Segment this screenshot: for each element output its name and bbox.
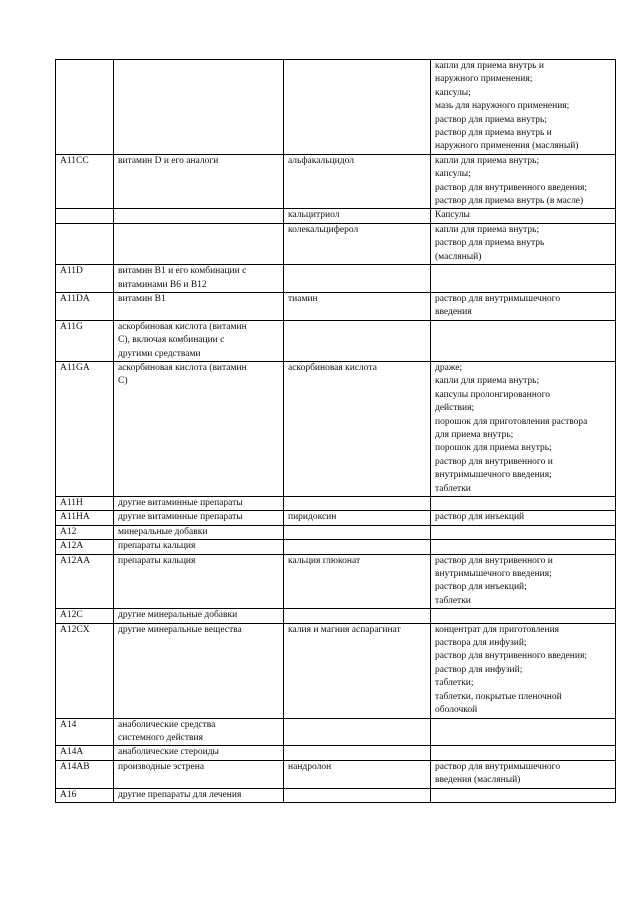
- drug-name-cell: [284, 497, 431, 511]
- dosage-forms-text: раствор для внутривенного введения;: [435, 651, 587, 662]
- dosage-forms-cell: [431, 609, 616, 623]
- atc-code-cell: [56, 788, 114, 802]
- atc-code-text: A16: [60, 789, 77, 800]
- atc-code-cell: [56, 154, 114, 209]
- drug-name-cell: [284, 292, 431, 320]
- dosage-forms-cell: [431, 154, 616, 209]
- atc-code-cell: [56, 320, 114, 361]
- dosage-forms-text: раствор для внутривенного введения;: [435, 182, 587, 193]
- anatomical-group-text: другие минеральные вещества: [118, 624, 242, 635]
- table-row: [56, 554, 616, 609]
- drug-name-text: альфакальцидол: [288, 155, 354, 166]
- dosage-forms-cell: [431, 760, 616, 788]
- drug-name-cell: [284, 361, 431, 496]
- dosage-forms-text: раствор для инфузий;: [435, 664, 523, 675]
- anatomical-group-text: системного действия: [118, 732, 203, 743]
- table-row: [56, 718, 616, 746]
- atc-code-cell: [56, 60, 114, 155]
- table-row: [56, 497, 616, 511]
- drug-name-text: пиридоксин: [288, 512, 337, 523]
- dosage-forms-text: раствор для приема внутрь и: [435, 128, 552, 139]
- dosage-forms-cell: [431, 540, 616, 554]
- table-row: [56, 623, 616, 718]
- table-row: [56, 760, 616, 788]
- atc-code-cell: [56, 209, 114, 223]
- dosage-forms-text: порошок для приема внутрь;: [435, 443, 552, 454]
- dosage-forms-cell: [431, 209, 616, 223]
- anatomical-group-text: аскорбиновая кислота (витамин: [118, 321, 247, 332]
- table-row: [56, 746, 616, 760]
- dosage-forms-text: раствора для инфузий;: [435, 638, 527, 649]
- atc-code-text: A12: [60, 526, 77, 537]
- anatomical-group-text: витамин D и его аналоги: [118, 155, 219, 166]
- anatomical-group-cell: [114, 361, 284, 496]
- dosage-forms-text: раствор для приема внутрь: [435, 238, 545, 249]
- atc-code-cell: [56, 361, 114, 496]
- dosage-forms-text: раствор для инъекций;: [435, 582, 527, 593]
- drug-name-cell: [284, 760, 431, 788]
- anatomical-group-text: аскорбиновая кислота (витамин: [118, 362, 247, 373]
- dosage-forms-text: драже;: [435, 362, 463, 373]
- table-row: [56, 788, 616, 802]
- dosage-forms-text: раствор для внутривенного и: [435, 555, 553, 566]
- dosage-forms-cell: [431, 265, 616, 293]
- anatomical-group-cell: [114, 511, 284, 525]
- dosage-forms-text: внутримышечного введения;: [435, 569, 552, 580]
- anatomical-group-text: С): [118, 376, 128, 387]
- drug-name-cell: [284, 511, 431, 525]
- atc-code-cell: [56, 292, 114, 320]
- dosage-forms-cell: [431, 525, 616, 539]
- atc-code-text: A11H: [60, 498, 83, 508]
- dosage-forms-text: капсулы;: [435, 169, 471, 180]
- dosage-forms-text: Капсулы: [435, 210, 470, 221]
- dosage-forms-text: капсулы пролонгированного: [435, 389, 550, 400]
- dosage-forms-cell: [431, 746, 616, 760]
- anatomical-group-text: другие витаминные препараты: [118, 512, 243, 523]
- drug-name-cell: [284, 788, 431, 802]
- atc-code-cell: [56, 718, 114, 746]
- dosage-forms-text: порошок для приготовления раствора: [435, 416, 588, 427]
- atc-code-text: A12A: [60, 541, 84, 552]
- dosage-forms-text: внутримышечного введения;: [435, 470, 552, 481]
- dosage-forms-text: концентрат для приготовления: [435, 624, 560, 635]
- drug-name-cell: [284, 265, 431, 293]
- anatomical-group-cell: [114, 265, 284, 293]
- dosage-forms-text: капли для приема внутрь;: [435, 376, 540, 387]
- anatomical-group-text: витамин B1 и его комбинации с: [118, 266, 247, 277]
- anatomical-group-text: производные эстрена: [118, 761, 205, 772]
- anatomical-group-cell: [114, 554, 284, 609]
- dosage-forms-cell: [431, 788, 616, 802]
- atc-code-text: A14A: [60, 747, 84, 758]
- dosage-forms-cell: [431, 718, 616, 746]
- dosage-forms-cell: [431, 361, 616, 496]
- anatomical-group-cell: [114, 292, 284, 320]
- drug-name-cell: [284, 60, 431, 155]
- atc-code-text: A11D: [60, 266, 83, 277]
- anatomical-group-cell: [114, 60, 284, 155]
- anatomical-group-text: витамин B1: [118, 293, 166, 304]
- dosage-forms-cell: [431, 554, 616, 609]
- dosage-forms-text: капли для приема внутрь;: [435, 224, 540, 235]
- anatomical-group-text: другие препараты для лечения: [118, 789, 242, 800]
- table-row: [56, 511, 616, 525]
- dosage-forms-text: капли для приема внутрь и: [435, 61, 544, 71]
- anatomical-group-cell: [114, 320, 284, 361]
- atc-code-cell: [56, 623, 114, 718]
- table-row: [56, 209, 616, 223]
- drug-name-text: аскорбиновая кислота: [288, 362, 377, 373]
- atc-code-text: A11G: [60, 321, 83, 332]
- atc-code-cell: [56, 609, 114, 623]
- atc-code-cell: [56, 511, 114, 525]
- table-row: [56, 223, 616, 264]
- drug-name-cell: [284, 154, 431, 209]
- anatomical-group-text: другие витаминные препараты: [118, 498, 243, 508]
- dosage-forms-text: капли для приема внутрь;: [435, 155, 540, 166]
- table-row: [56, 361, 616, 496]
- drug-name-cell: [284, 320, 431, 361]
- atc-code-text: A11DA: [60, 293, 90, 304]
- atc-code-text: A12AA: [60, 555, 91, 566]
- dosage-forms-text: таблетки: [435, 595, 471, 606]
- drug-name-cell: [284, 609, 431, 623]
- dosage-forms-text: таблетки, покрытые пленочной: [435, 691, 562, 702]
- drug-name-cell: [284, 223, 431, 264]
- anatomical-group-cell: [114, 154, 284, 209]
- dosage-forms-cell: [431, 60, 616, 155]
- anatomical-group-cell: [114, 746, 284, 760]
- drug-name-text: нандролон: [288, 761, 332, 772]
- anatomical-group-text: препараты кальция: [118, 541, 196, 552]
- atc-code-cell: [56, 525, 114, 539]
- drug-name-text: колекальциферол: [288, 224, 359, 235]
- drug-name-cell: [284, 525, 431, 539]
- table-row: [56, 320, 616, 361]
- atc-code-text: A14AB: [60, 761, 90, 772]
- atc-code-text: A11HA: [60, 512, 90, 523]
- drug-name-cell: [284, 540, 431, 554]
- anatomical-group-text: витаминами B6 и B12: [118, 279, 207, 290]
- anatomical-group-text: минеральные добавки: [118, 526, 208, 537]
- anatomical-group-text: С), включая комбинации с: [118, 335, 225, 346]
- atc-code-cell: [56, 497, 114, 511]
- drug-name-text: калия и магния аспарагинат: [288, 624, 401, 635]
- dosage-forms-text: раствор для внутримышечного: [435, 761, 561, 772]
- anatomical-group-text: другими средствами: [118, 348, 201, 359]
- table-row: [56, 525, 616, 539]
- dosage-forms-text: наружного применения (масляный): [435, 141, 579, 152]
- dosage-forms-text: раствор для приема внутрь;: [435, 114, 547, 125]
- dosage-forms-text: раствор для инъекций: [435, 512, 525, 523]
- anatomical-group-cell: [114, 623, 284, 718]
- anatomical-group-cell: [114, 718, 284, 746]
- anatomical-group-cell: [114, 209, 284, 223]
- atc-code-cell: [56, 554, 114, 609]
- drug-table: [55, 59, 616, 803]
- atc-code-text: A11CC: [60, 155, 89, 166]
- dosage-forms-cell: [431, 623, 616, 718]
- dosage-forms-text: введения: [435, 307, 472, 318]
- anatomical-group-text: другие минеральные добавки: [118, 610, 238, 621]
- table-row: [56, 60, 616, 155]
- dosage-forms-text: для приема внутрь;: [435, 429, 514, 440]
- dosage-forms-cell: [431, 320, 616, 361]
- table-row: [56, 609, 616, 623]
- anatomical-group-text: препараты кальция: [118, 555, 196, 566]
- table-row: [56, 154, 616, 209]
- atc-code-text: A12C: [60, 610, 83, 621]
- dosage-forms-text: таблетки;: [435, 678, 474, 689]
- anatomical-group-text: анаболические стероиды: [118, 747, 219, 758]
- atc-code-text: A12CX: [60, 624, 90, 635]
- table-row: [56, 265, 616, 293]
- drug-name-cell: [284, 718, 431, 746]
- dosage-forms-text: капсулы;: [435, 87, 471, 98]
- atc-code-cell: [56, 265, 114, 293]
- table-row: [56, 540, 616, 554]
- dosage-forms-text: раствор для приема внутрь (в масле): [435, 196, 584, 207]
- drug-name-cell: [284, 623, 431, 718]
- dosage-forms-text: оболочкой: [435, 705, 478, 716]
- dosage-forms-text: действия;: [435, 403, 475, 414]
- table-body: [56, 60, 616, 803]
- anatomical-group-cell: [114, 540, 284, 554]
- dosage-forms-cell: [431, 511, 616, 525]
- dosage-forms-text: таблетки: [435, 483, 471, 494]
- anatomical-group-cell: [114, 760, 284, 788]
- dosage-forms-text: введения (масляный): [435, 775, 521, 786]
- dosage-forms-text: раствор для внутривенного и: [435, 456, 553, 467]
- drug-name-cell: [284, 746, 431, 760]
- drug-name-text: тиамин: [288, 293, 318, 304]
- dosage-forms-text: наружного применения;: [435, 74, 533, 85]
- atc-code-cell: [56, 223, 114, 264]
- dosage-forms-cell: [431, 497, 616, 511]
- anatomical-group-text: анаболические средства: [118, 719, 216, 730]
- anatomical-group-cell: [114, 609, 284, 623]
- anatomical-group-cell: [114, 223, 284, 264]
- drug-name-text: кальцитриол: [288, 210, 340, 221]
- atc-code-text: A14: [60, 719, 77, 730]
- drug-name-cell: [284, 554, 431, 609]
- dosage-forms-text: раствор для внутримышечного: [435, 293, 561, 304]
- anatomical-group-cell: [114, 788, 284, 802]
- table-row: [56, 292, 616, 320]
- dosage-forms-text: (масляный): [435, 251, 482, 262]
- dosage-forms-cell: [431, 223, 616, 264]
- atc-code-cell: [56, 540, 114, 554]
- dosage-forms-text: мазь для наружного применения;: [435, 101, 570, 112]
- atc-code-text: A11GA: [60, 362, 90, 373]
- drug-name-cell: [284, 209, 431, 223]
- atc-code-cell: [56, 760, 114, 788]
- anatomical-group-cell: [114, 525, 284, 539]
- anatomical-group-cell: [114, 497, 284, 511]
- dosage-forms-cell: [431, 292, 616, 320]
- drug-name-text: кальция глюконат: [288, 555, 361, 566]
- atc-code-cell: [56, 746, 114, 760]
